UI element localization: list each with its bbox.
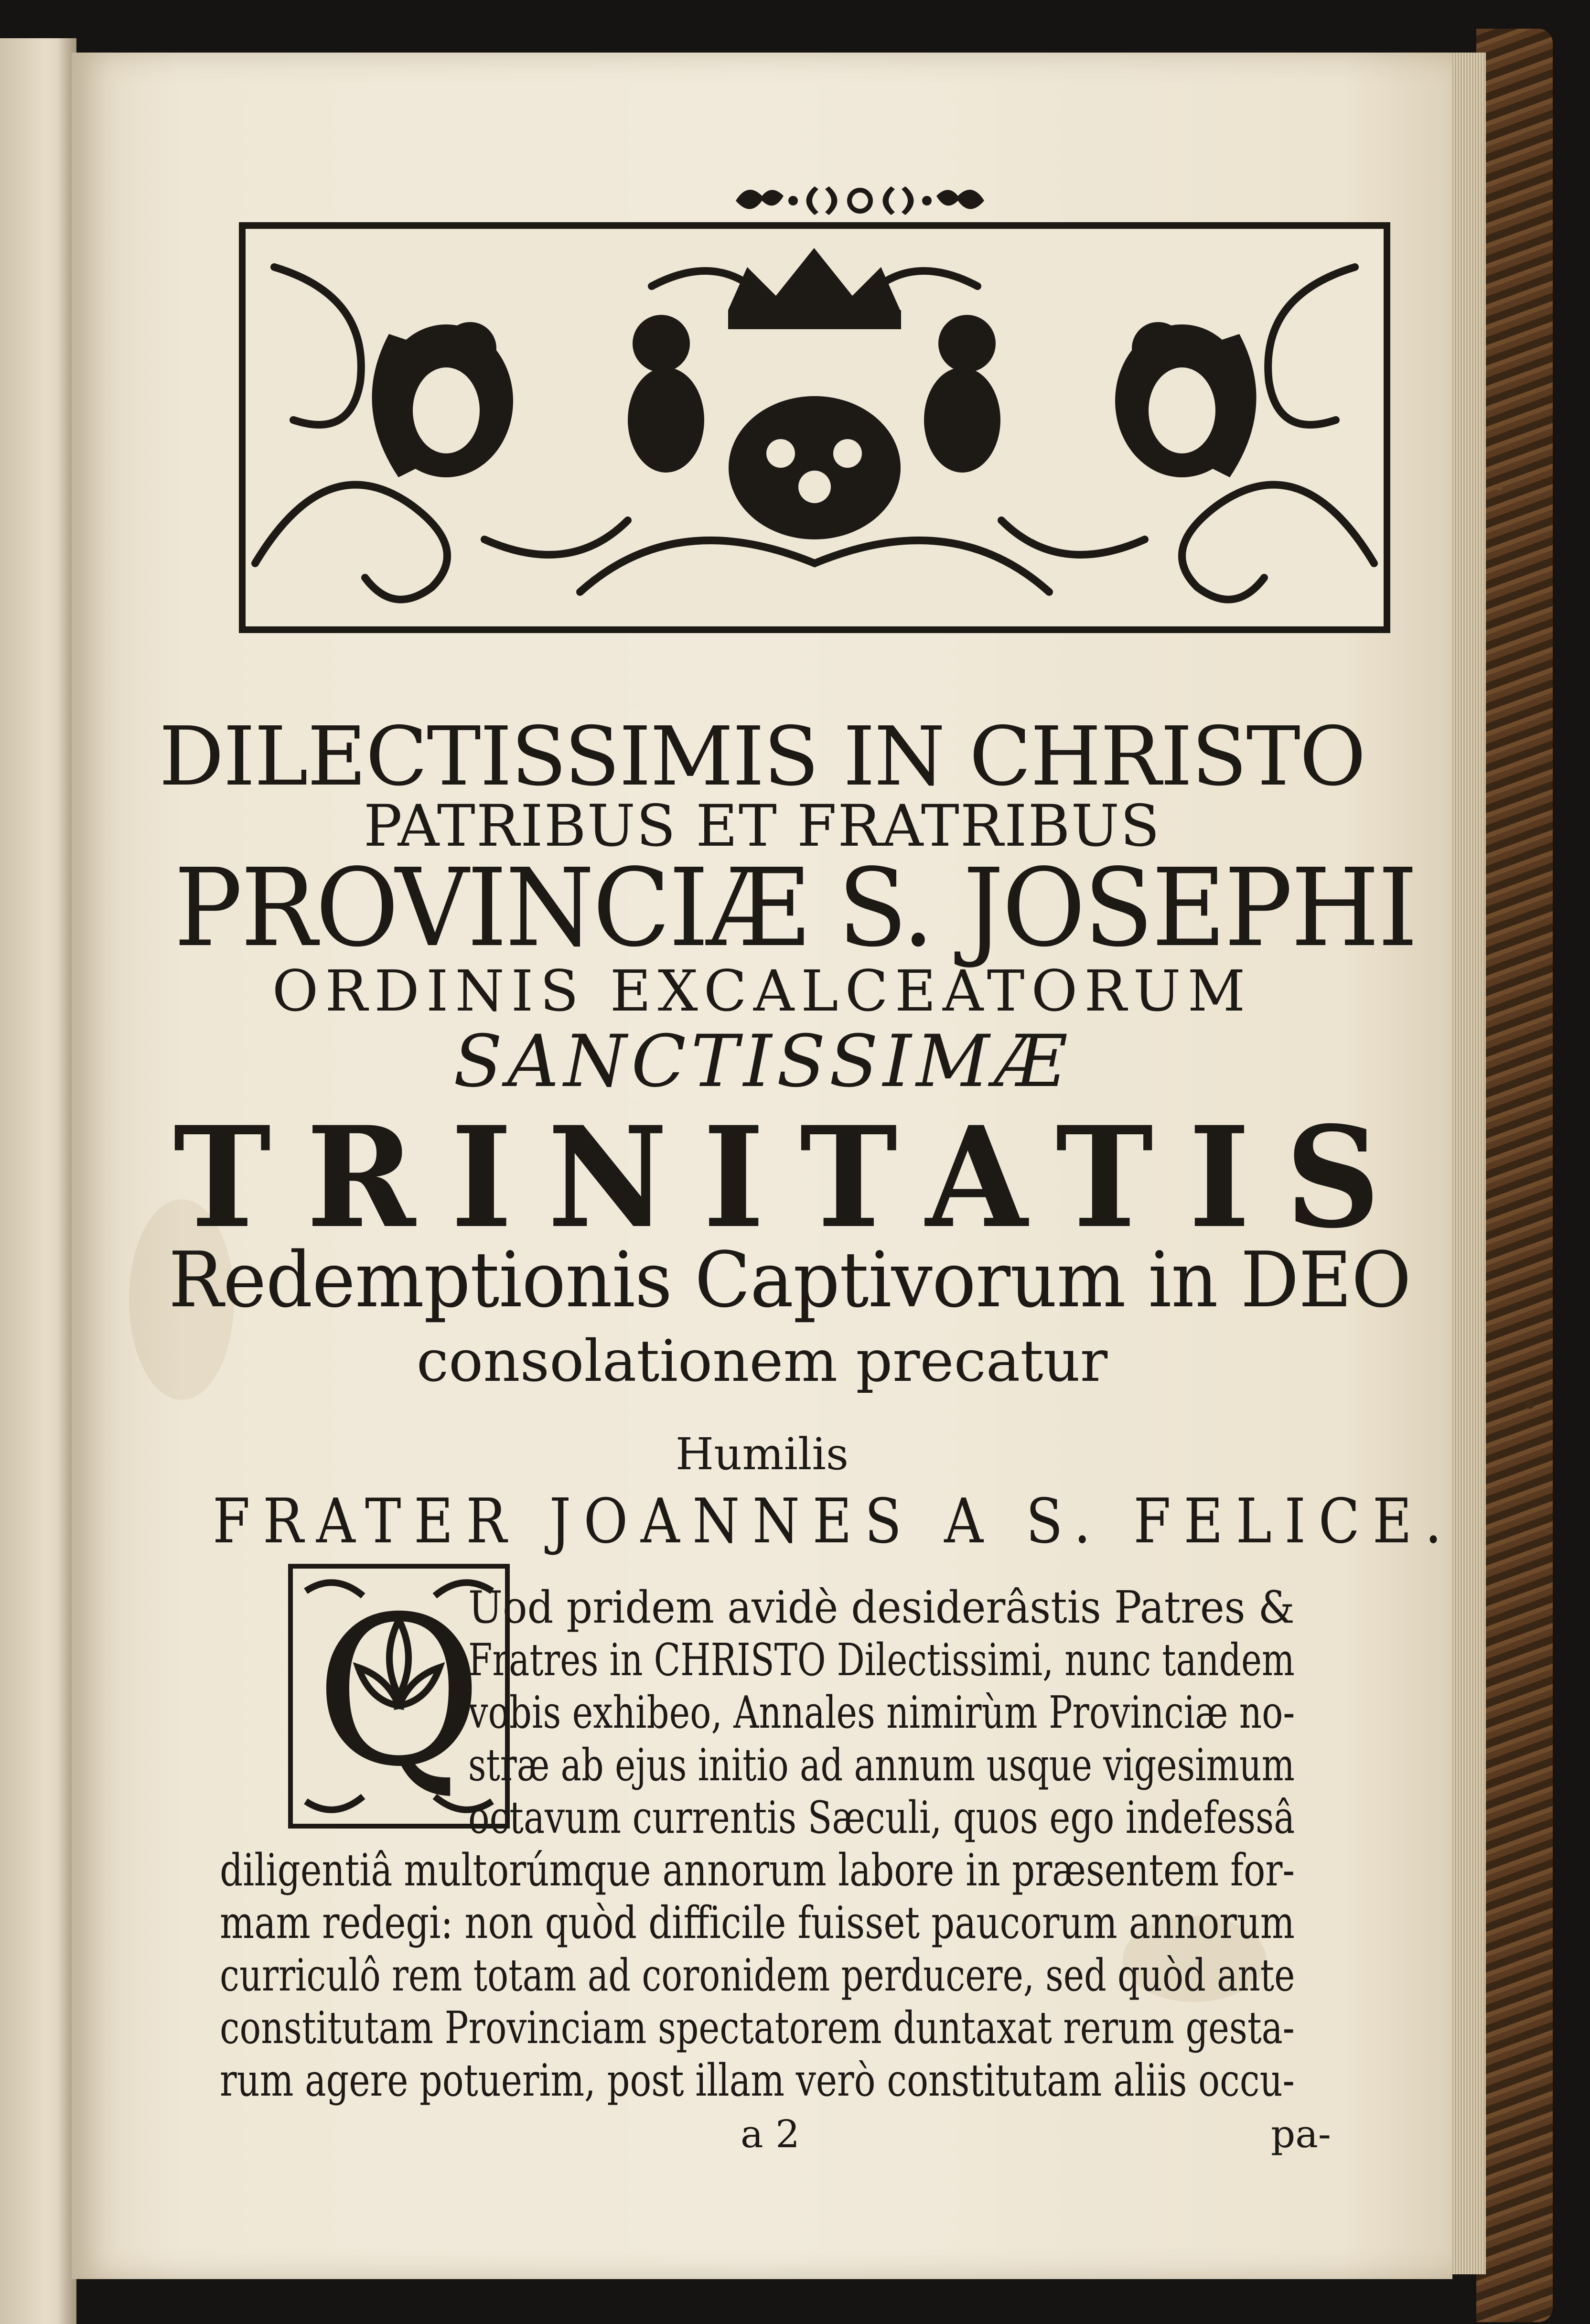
headpiece-woodcut (239, 222, 1390, 633)
body-line: diligentiâ multorúmque annorum labore in præsentem for- (220, 1844, 1295, 1896)
headpiece-illustration (246, 229, 1384, 626)
catchword: pa- (1271, 2112, 1331, 2156)
body-line: stræ ab ejus initio ad annum usque vigesimum (468, 1739, 1295, 1791)
heading-line-7: Redemptionis Captivorum in DEO (168, 1235, 1411, 1324)
heading-line-2: PATRIBUS ET FRATRIBUS (363, 793, 1161, 860)
body-line: Uod pridem avidè desiderâstis Patres & (468, 1582, 1295, 1633)
body-line: mam redegi: non quòd difficile fuisset paucorum annorum (220, 1897, 1295, 1948)
body-line: vobis exhibeo, Annales nimirùm Provinciæ no- (468, 1687, 1295, 1738)
author-line: FRATER JOANNES A S. FELICE. (212, 1486, 1455, 1557)
heading-line-4: ORDINIS EXCALCEATORUM (272, 958, 1252, 1024)
body-line: curriculô rem totam ad coronidem perducere, sed quòd ante (220, 1949, 1295, 2001)
body-line: rum agere potuerim, post illam verò constitutam aliis occu- (220, 2055, 1295, 2106)
body-line: octavum currentis Sæculi, quos ego indefessâ (468, 1792, 1295, 1843)
heading-line-9: Humilis (675, 1429, 849, 1480)
heading-line-3: PROVINCIÆ S. JOSEPHI (174, 846, 1417, 971)
heading-line-6: TRINITATIS (173, 1097, 1416, 1259)
signature-mark: a 2 (741, 2112, 800, 2156)
fleuron-ornament (726, 174, 994, 227)
page (72, 53, 1455, 2279)
heading-line-1: DILECTISSIMIS IN CHRISTO (159, 710, 1365, 804)
heading-line-5: SANCTISSIMÆ (453, 1020, 1071, 1103)
facing-page-left (0, 38, 76, 2324)
heading-line-8: consolationem precatur (416, 1328, 1108, 1395)
page-edges (1448, 53, 1486, 2274)
body-line: constitutam Provinciam spectatorem duntaxat rerum gesta- (220, 2002, 1295, 2054)
initial-letter: Q (314, 1573, 483, 1812)
body-line: Fratres in CHRISTO Dilectissimi, nunc tandem (468, 1634, 1295, 1686)
book-cover-edge (1476, 29, 1553, 2322)
